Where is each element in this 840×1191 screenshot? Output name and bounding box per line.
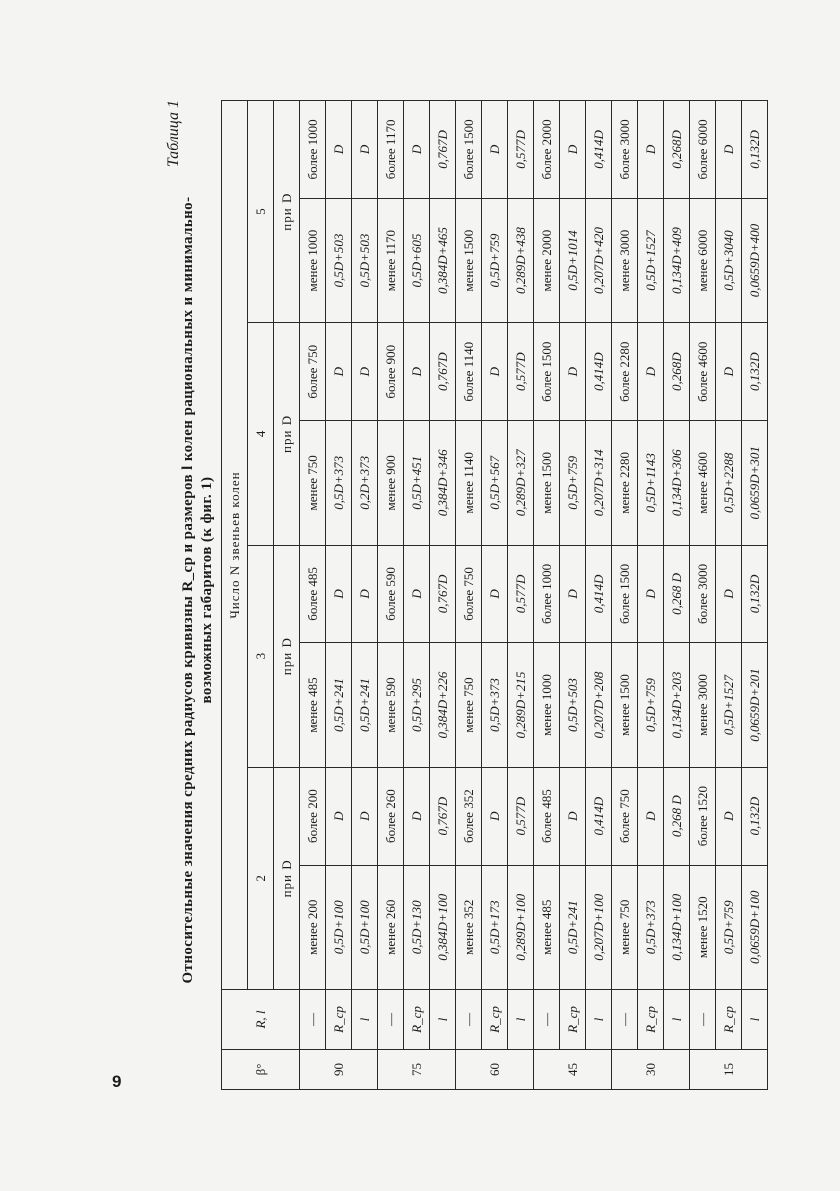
pri-d-header: при D xyxy=(274,767,300,989)
radius-cell: D xyxy=(404,767,430,865)
radius-cell: D xyxy=(638,101,664,199)
length-cell: 0,268 D xyxy=(664,767,690,865)
radius-cell: 0,5D+1143 xyxy=(638,421,664,545)
length-cell: 0,268D xyxy=(664,101,690,199)
radius-cell: D xyxy=(638,767,664,865)
table-row xyxy=(560,101,586,1090)
radius-cell: D xyxy=(404,545,430,643)
n-header-2: 2 xyxy=(248,767,274,989)
range-cell: более 1500 xyxy=(456,101,482,199)
range-cell: менее 1500 xyxy=(534,421,560,545)
range-cell: менее 750 xyxy=(300,421,326,545)
row-label-rcp: R_cp xyxy=(404,990,430,1050)
beta-cell: 45 xyxy=(534,1050,612,1090)
radius-cell: D xyxy=(638,323,664,421)
radius-cell: D xyxy=(560,323,586,421)
length-cell: D xyxy=(352,767,378,865)
radius-cell: D xyxy=(404,101,430,199)
range-cell: более 1500 xyxy=(534,323,560,421)
length-cell: 0,767D xyxy=(430,101,456,199)
radius-table xyxy=(221,100,768,1090)
table-row xyxy=(300,101,326,1090)
length-cell: 0,384D+465 xyxy=(430,198,456,322)
range-cell: более 1500 xyxy=(612,545,638,643)
length-cell: 0,5D+503 xyxy=(352,198,378,322)
radius-cell: 0,5D+503 xyxy=(560,643,586,767)
pri-d-header: при D xyxy=(274,101,300,323)
range-cell: менее 6000 xyxy=(690,198,716,322)
length-cell: 0,0659D+400 xyxy=(742,198,768,322)
length-cell: 0,5D+241 xyxy=(352,643,378,767)
range-cell: более 485 xyxy=(534,767,560,865)
range-cell: более 1520 xyxy=(690,767,716,865)
range-cell: менее 485 xyxy=(300,643,326,767)
length-cell: 0,577D xyxy=(508,323,534,421)
title-line-1: Относительные значения средних радиусов кривизны R_cp и размеров l колен рациональных и минимально- xyxy=(180,196,196,984)
range-cell: менее 1000 xyxy=(300,198,326,322)
row-label-rcp: R_cp xyxy=(482,990,508,1050)
radius-cell: D xyxy=(560,767,586,865)
row-label-rcp: R_cp xyxy=(326,990,352,1050)
range-cell: менее 750 xyxy=(456,643,482,767)
length-cell: D xyxy=(352,545,378,643)
n-header-5: 5 xyxy=(248,101,274,323)
radius-cell: 0,5D+241 xyxy=(326,643,352,767)
row-label-rcp: R_cp xyxy=(560,990,586,1050)
length-cell: 0,414D xyxy=(586,101,612,199)
row-label-l: l xyxy=(352,990,378,1050)
range-cell: более 750 xyxy=(612,767,638,865)
length-cell: 0,289D+327 xyxy=(508,421,534,545)
radius-cell: 0,5D+373 xyxy=(482,643,508,767)
radius-cell: D xyxy=(716,323,742,421)
range-cell: менее 1500 xyxy=(456,198,482,322)
table-row xyxy=(690,101,716,1090)
length-cell: 0,268 D xyxy=(664,545,690,643)
length-cell: 0,134D+306 xyxy=(664,421,690,545)
range-cell: более 2280 xyxy=(612,323,638,421)
length-cell: 0,0659D+201 xyxy=(742,643,768,767)
radius-cell: D xyxy=(482,323,508,421)
radius-cell: D xyxy=(326,767,352,865)
range-cell: менее 4600 xyxy=(690,421,716,545)
table-row xyxy=(326,101,352,1090)
table-row xyxy=(586,101,612,1090)
range-cell: менее 2280 xyxy=(612,421,638,545)
range-cell: менее 352 xyxy=(456,865,482,989)
pri-d-header: при D xyxy=(274,545,300,767)
radius-cell: D xyxy=(560,545,586,643)
range-cell: менее 900 xyxy=(378,421,404,545)
table-row xyxy=(378,101,404,1090)
range-cell: более 3000 xyxy=(612,101,638,199)
rotated-table-sheet xyxy=(165,90,762,1090)
length-cell: 0,134D+203 xyxy=(664,643,690,767)
range-cell: более 352 xyxy=(456,767,482,865)
table-row xyxy=(430,101,456,1090)
radius-cell: 0,5D+605 xyxy=(404,198,430,322)
radius-cell: D xyxy=(716,545,742,643)
range-cell: более 900 xyxy=(378,323,404,421)
length-cell: 0,134D+409 xyxy=(664,198,690,322)
radius-cell: D xyxy=(560,101,586,199)
table-row xyxy=(534,101,560,1090)
radius-cell: D xyxy=(326,545,352,643)
range-cell: более 2000 xyxy=(534,101,560,199)
range-cell: более 260 xyxy=(378,767,404,865)
range-cell: менее 1000 xyxy=(534,643,560,767)
beta-cell: 30 xyxy=(612,1050,690,1090)
page-number: 9 xyxy=(112,1072,122,1091)
radius-cell: 0,5D+3040 xyxy=(716,198,742,322)
radius-cell: 0,5D+173 xyxy=(482,865,508,989)
range-cell: более 1140 xyxy=(456,323,482,421)
length-cell: 0,414D xyxy=(586,323,612,421)
table-title xyxy=(179,90,217,1090)
range-cell: более 3000 xyxy=(690,545,716,643)
table-row xyxy=(716,101,742,1090)
radius-cell: D xyxy=(638,545,664,643)
length-cell: 0,577D xyxy=(508,101,534,199)
range-cell: менее 260 xyxy=(378,865,404,989)
length-cell: 0,132D xyxy=(742,323,768,421)
length-cell: 0,268D xyxy=(664,323,690,421)
row-label-dash: — xyxy=(300,990,326,1050)
radius-cell: D xyxy=(326,101,352,199)
radius-cell: 0,5D+759 xyxy=(716,865,742,989)
beta-cell: 90 xyxy=(300,1050,378,1090)
length-cell: 0,207D+314 xyxy=(586,421,612,545)
beta-cell: 60 xyxy=(456,1050,534,1090)
length-cell: 0,767D xyxy=(430,545,456,643)
pri-d-header: при D xyxy=(274,323,300,545)
row-label-l: l xyxy=(742,990,768,1050)
length-cell: 0,414D xyxy=(586,767,612,865)
row-label-dash: — xyxy=(612,990,638,1050)
table-row xyxy=(352,101,378,1090)
range-cell: более 1000 xyxy=(534,545,560,643)
length-cell: 0,132D xyxy=(742,767,768,865)
radius-cell: 0,5D+2288 xyxy=(716,421,742,545)
length-cell: 0,0659D+301 xyxy=(742,421,768,545)
range-cell: менее 3000 xyxy=(690,643,716,767)
radius-cell: 0,5D+373 xyxy=(326,421,352,545)
beta-cell: 15 xyxy=(690,1050,768,1090)
range-cell: более 485 xyxy=(300,545,326,643)
radius-cell: D xyxy=(326,323,352,421)
n-header-4: 4 xyxy=(248,323,274,545)
length-cell: 0,384D+226 xyxy=(430,643,456,767)
range-cell: менее 1520 xyxy=(690,865,716,989)
row-label-l: l xyxy=(430,990,456,1050)
length-cell: 0,207D+208 xyxy=(586,643,612,767)
range-cell: менее 485 xyxy=(534,865,560,989)
table-body xyxy=(300,101,768,1090)
radius-cell: D xyxy=(482,767,508,865)
length-cell: 0,132D xyxy=(742,545,768,643)
length-cell: 0,289D+438 xyxy=(508,198,534,322)
radius-cell: 0,5D+1527 xyxy=(716,643,742,767)
radius-cell: 0,5D+130 xyxy=(404,865,430,989)
range-cell: менее 1140 xyxy=(456,421,482,545)
range-cell: более 1000 xyxy=(300,101,326,199)
radius-cell: 0,5D+759 xyxy=(638,643,664,767)
length-cell: 0,384D+100 xyxy=(430,865,456,989)
range-cell: более 4600 xyxy=(690,323,716,421)
range-cell: менее 1170 xyxy=(378,198,404,322)
table-row xyxy=(456,101,482,1090)
radius-cell: 0,5D+759 xyxy=(560,421,586,545)
length-cell: 0,207D+100 xyxy=(586,865,612,989)
length-cell: 0,5D+100 xyxy=(352,865,378,989)
row-label-dash: — xyxy=(456,990,482,1050)
rl-header: R, l xyxy=(222,990,300,1050)
row-label-dash: — xyxy=(378,990,404,1050)
row-label-l: l xyxy=(664,990,690,1050)
row-label-rcp: R_cp xyxy=(716,990,742,1050)
length-cell: D xyxy=(352,323,378,421)
table-row xyxy=(664,101,690,1090)
radius-cell: 0,5D+295 xyxy=(404,643,430,767)
radius-cell: 0,5D+759 xyxy=(482,198,508,322)
length-cell: 0,577D xyxy=(508,545,534,643)
radius-cell: 0,5D+373 xyxy=(638,865,664,989)
table-row xyxy=(482,101,508,1090)
length-cell: D xyxy=(352,101,378,199)
range-cell: менее 750 xyxy=(612,865,638,989)
range-cell: менее 3000 xyxy=(612,198,638,322)
range-cell: более 750 xyxy=(300,323,326,421)
row-label-l: l xyxy=(508,990,534,1050)
length-cell: 0,767D xyxy=(430,323,456,421)
radius-cell: D xyxy=(716,101,742,199)
length-cell: 0,577D xyxy=(508,767,534,865)
radius-cell: 0,5D+451 xyxy=(404,421,430,545)
radius-cell: D xyxy=(404,323,430,421)
table-label: Таблица 1 xyxy=(165,100,182,168)
row-label-rcp: R_cp xyxy=(638,990,664,1050)
length-cell: 0,289D+100 xyxy=(508,865,534,989)
table-row xyxy=(638,101,664,1090)
range-cell: более 750 xyxy=(456,545,482,643)
radius-cell: 0,5D+1527 xyxy=(638,198,664,322)
radius-cell: 0,5D+503 xyxy=(326,198,352,322)
length-cell: 0,207D+420 xyxy=(586,198,612,322)
length-cell: 0,2D+373 xyxy=(352,421,378,545)
length-cell: 0,0659D+100 xyxy=(742,865,768,989)
table-row xyxy=(404,101,430,1090)
range-cell: более 590 xyxy=(378,545,404,643)
radius-cell: 0,5D+241 xyxy=(560,865,586,989)
length-cell: 0,384D+346 xyxy=(430,421,456,545)
row-label-l: l xyxy=(586,990,612,1050)
row-label-dash: — xyxy=(690,990,716,1050)
range-cell: более 200 xyxy=(300,767,326,865)
length-cell: 0,289D+215 xyxy=(508,643,534,767)
title-line-2: возможных габаритов (к фиг. 1) xyxy=(199,476,215,704)
range-cell: менее 200 xyxy=(300,865,326,989)
beta-header: β° xyxy=(222,1050,300,1090)
radius-cell: D xyxy=(482,101,508,199)
range-cell: более 1170 xyxy=(378,101,404,199)
table-row xyxy=(612,101,638,1090)
beta-cell: 75 xyxy=(378,1050,456,1090)
links-header: Число N звеньев колен xyxy=(222,101,248,990)
radius-cell: D xyxy=(482,545,508,643)
row-label-dash: — xyxy=(534,990,560,1050)
length-cell: 0,134D+100 xyxy=(664,865,690,989)
n-header-3: 3 xyxy=(248,545,274,767)
range-cell: более 6000 xyxy=(690,101,716,199)
table-row xyxy=(508,101,534,1090)
radius-cell: D xyxy=(716,767,742,865)
range-cell: менее 590 xyxy=(378,643,404,767)
length-cell: 0,767D xyxy=(430,767,456,865)
radius-cell: 0,5D+100 xyxy=(326,865,352,989)
length-cell: 0,414D xyxy=(586,545,612,643)
length-cell: 0,132D xyxy=(742,101,768,199)
radius-cell: 0,5D+1014 xyxy=(560,198,586,322)
radius-cell: 0,5D+567 xyxy=(482,421,508,545)
range-cell: менее 1500 xyxy=(612,643,638,767)
table-row xyxy=(742,101,768,1090)
range-cell: менее 2000 xyxy=(534,198,560,322)
